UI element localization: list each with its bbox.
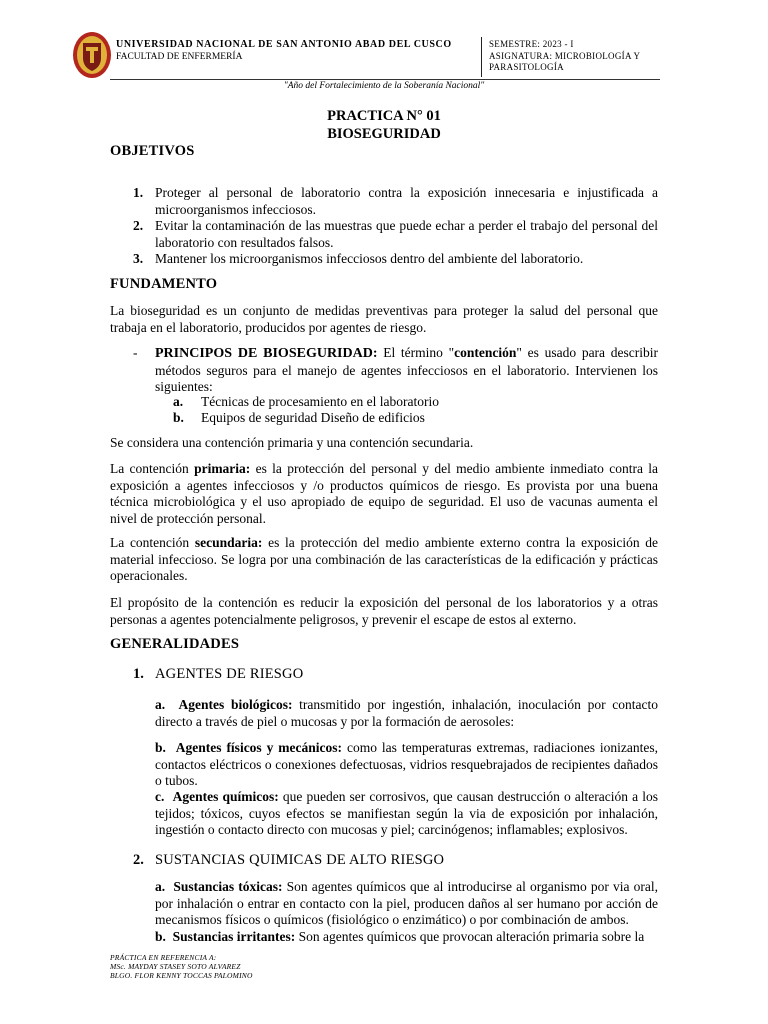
list-dash: -	[133, 345, 138, 360]
item-letter: b.	[155, 929, 166, 944]
university-name: UNIVERSIDAD NACIONAL DE SAN ANTONIO ABAD DEL CUSCO	[116, 39, 452, 50]
objective-number: 2.	[133, 218, 144, 233]
item-letter: c.	[155, 789, 165, 804]
item-label: Agentes físicos y mecánicos:	[175, 740, 343, 755]
item-text: Son agentes químicos que provocan alteración primaria sobre la	[295, 929, 645, 944]
contencion-proposito-paragraph: El propósito de la contención es reducir la exposición del personal de los laboratorios y a otras personas a agentes potencialmente peligrosos, y prevenir el escape de estos al externo.	[110, 595, 658, 627]
principios-label: PRINCIPOS DE BIOSEGURIDAD:	[155, 346, 378, 361]
header-rule	[110, 79, 660, 80]
section-heading-objetivos: OBJETIVOS	[110, 143, 195, 159]
practice-title: PRACTICA N° 01	[327, 108, 441, 124]
secundaria-text: es la protección del medio ambiente externo contra la exposición de material infeccioso. Se logra por una combinación de las características de la edificación y prácticas operacionales.	[110, 535, 659, 583]
header-divider	[481, 37, 482, 77]
practice-subtitle: BIOSEGURIDAD	[327, 126, 441, 142]
subject-label-line1: ASIGNATURA: MICROBIOLOGÍA Y	[489, 50, 641, 61]
footer-author-2: BLGO. FLOR KENNY TOCCAS PALOMINO	[110, 971, 253, 980]
item-text: transmitido por ingestión, inhalación, inoculación por contacto directo a través de piel o mucosas y por la formación de aerosoles:	[155, 697, 658, 729]
sustancias-irritantes-paragraph	[155, 929, 658, 946]
primaria-label: primaria:	[194, 461, 251, 476]
university-logo-icon	[72, 31, 112, 79]
item-letter: b.	[155, 740, 166, 755]
objective-text: Mantener los microorganismos infecciosos dentro del ambiente del laboratorio.	[155, 251, 584, 266]
objective-text: Proteger al personal de laboratorio contra la exposición innecesaria e injustificada a microorganismos infecciosos.	[155, 185, 658, 217]
item-text: Son agentes químicos que al introducirse al organismo por via oral, por inhalación o entrar en contacto con la piel, producen daños al ser humano por acción de mecanismos físicos o químicos (fisiológico o enzimático) o por combinación de ambos.	[155, 879, 659, 927]
primaria-pre: La contención	[110, 461, 195, 476]
principio-item: Equipos de seguridad Diseño de edificios	[201, 410, 425, 425]
item-label: Agentes químicos:	[172, 789, 279, 804]
contencion-primaria-paragraph	[110, 461, 658, 527]
principio-item: Técnicas de procesamiento en el laboratorio	[201, 394, 440, 409]
principios-paragraph	[155, 345, 658, 396]
objective-text: Evitar la contaminación de las muestras que puede echar a perder el trabajo del personal del laboratorio con resultados falsos.	[155, 218, 658, 250]
contencion-types-paragraph: Se considera una contención primaria y una contención secundaria.	[110, 435, 474, 450]
objective-number: 3.	[133, 251, 144, 266]
agentes-quimicos-paragraph	[155, 789, 658, 839]
sustancias-toxicas-paragraph	[155, 879, 658, 929]
year-motto: "Año del Fortalecimiento de la Soberanía Nacional"	[283, 81, 485, 91]
primaria-text: es la protección del personal y del medio ambiente inmediato contra la exposición a agentes infecciosos y /o productos químicos de riesgo. Es provista por una buena técnica microbiológica y el uso apropiado de equipo de seguridad. El uso de vacunas aumenta el nivel de protección personal.	[110, 461, 658, 526]
semester-label: SEMESTRE: 2023 - I	[489, 39, 574, 49]
item-letter: a.	[155, 879, 166, 894]
header-institution	[116, 39, 486, 63]
item-letter: a.	[155, 697, 166, 712]
section-heading-fundamento: FUNDAMENTO	[110, 276, 218, 292]
footer-reference: PRÁCTICA EN REFERENCIA A:	[110, 953, 217, 962]
subsection-number: 2.	[133, 852, 144, 868]
header-course-info	[489, 39, 664, 74]
faculty-name: FACULTAD DE ENFERMERÍA	[116, 52, 243, 62]
agentes-biologicos-paragraph	[155, 697, 658, 730]
secundaria-label: secundaria:	[194, 535, 263, 550]
principio-letter: b.	[173, 410, 184, 425]
section-heading-generalidades: GENERALIDADES	[110, 636, 240, 652]
item-label: Sustancias tóxicas:	[173, 879, 283, 894]
subsection-title-agentes: AGENTES DE RIESGO	[155, 666, 304, 682]
footer-author-1: MSc. MAYDAY STASEY SOTO ALVAREZ	[110, 962, 241, 971]
item-text: que pueden ser corrosivos, que causan destrucción o alteración a los tejidos; tóxicos, cuyos efectos se manifiestan según la via de exposición por inhalación, ingestión o contacto directo con mucosas y piel; carcinógenos; inflamables; explosivos.	[155, 789, 659, 837]
principio-letter: a.	[173, 394, 184, 409]
principios-text-a: El término "	[377, 345, 455, 360]
contencion-secundaria-paragraph	[110, 535, 658, 585]
principios-text-b: " es usado para describir métodos seguros para el manejo de agentes infecciosos en el laboratorio. Intervienen los siguientes:	[155, 345, 658, 394]
item-label: Sustancias irritantes:	[172, 929, 296, 944]
agentes-fisicos-paragraph	[155, 740, 658, 790]
subsection-title-sustancias: SUSTANCIAS QUIMICAS DE ALTO RIESGO	[155, 852, 445, 868]
item-label: Agentes biológicos:	[178, 697, 293, 712]
principios-term: contención	[454, 345, 517, 360]
objective-number: 1.	[133, 185, 144, 200]
subject-label-line2: PARASITOLOGÍA	[489, 62, 564, 72]
subsection-number: 1.	[133, 666, 144, 682]
fundamento-intro: La bioseguridad es un conjunto de medidas preventivas para proteger la salud del personal que trabaja en el laboratorio, producidos por agentes de riesgo.	[110, 303, 658, 335]
item-text: como las temperaturas extremas, radiaciones ionizantes, contactos eléctricos o conexiones defectuosas, vidrios resquebrajados de recipientes dañados o tubos.	[155, 740, 659, 788]
secundaria-pre: La contención	[110, 535, 195, 550]
page-footer	[110, 953, 253, 980]
